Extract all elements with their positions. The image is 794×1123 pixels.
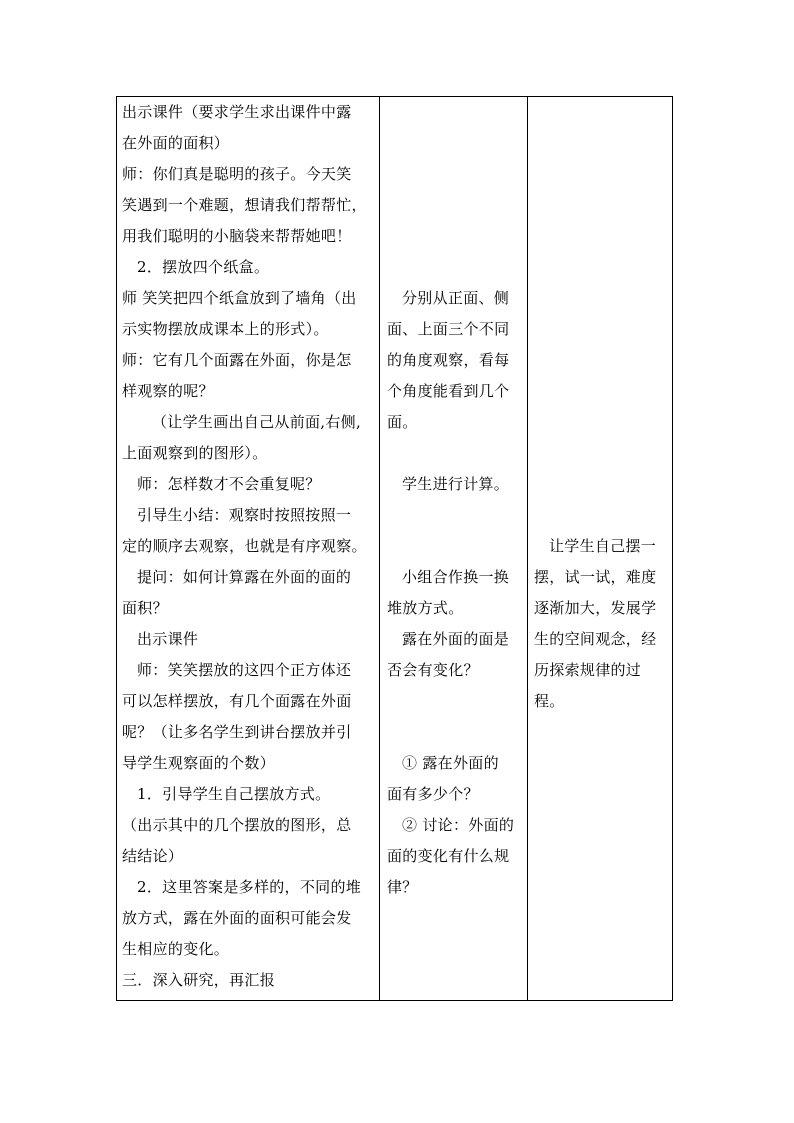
- text-line: 上面观察到的图形）。: [122, 444, 268, 462]
- text-line: 出示课件（要求学生求出课件中露: [122, 103, 352, 121]
- text-line: 面、上面三个不同: [387, 320, 510, 338]
- text-line: 否会有变化？: [387, 661, 479, 679]
- text-line: 在外面的面积）: [122, 134, 230, 152]
- text-line: 的角度观察，看每: [387, 351, 510, 369]
- text-line: 露在外面的面是: [402, 630, 510, 648]
- text-line: 面的变化有什么规: [387, 847, 510, 865]
- text-line: 师：它有几个面露在外面，你是怎: [122, 351, 352, 369]
- student-activity-text: [380, 97, 527, 903]
- text-line: 分别从正面、侧: [402, 289, 510, 307]
- text-line: 1．引导学生自己摆放方式。: [137, 785, 331, 803]
- text-line: 逐渐加大，发展学: [534, 599, 657, 617]
- student-activity-cell: [380, 97, 528, 1001]
- text-line: 笑遇到一个难题，想请我们帮帮忙，: [122, 196, 367, 214]
- text-line: 提问：如何计算露在外面的面的: [137, 568, 352, 586]
- text-line: 定的顺序去观察，也就是有序观察。: [122, 537, 367, 555]
- text-line: 小组合作换一换: [402, 568, 510, 586]
- text-line: （让学生画出自己从前面,右侧,: [152, 413, 362, 431]
- text-line: 引导生小结：观察时按照按照一: [137, 506, 352, 524]
- text-line: 个角度能看到几个: [387, 382, 510, 400]
- text-line: 生相应的变化。: [122, 940, 230, 958]
- teacher-activity-cell: [117, 97, 380, 1001]
- text-line: 样观察的呢？: [122, 382, 214, 400]
- teacher-activity-text: [117, 97, 379, 996]
- text-line: 师 笑笑把四个纸盒放到了墙角（出: [122, 289, 357, 307]
- text-line: 面。: [387, 413, 418, 431]
- text-line: 让学生自己摆一: [549, 537, 657, 555]
- text-line: 师：你们真是聪明的孩子。今天笑: [122, 165, 352, 183]
- text-line: 堆放方式。: [387, 599, 464, 617]
- text-line: 2．摆放四个纸盒。: [137, 258, 270, 276]
- text-line: 生的空间观念，经: [534, 630, 657, 648]
- text-line: 结结论）: [122, 847, 184, 865]
- design-intent-cell: [528, 97, 673, 1001]
- text-line: 用我们聪明的小脑袋来帮帮她吧！: [122, 227, 352, 245]
- text-line: 师：笑笑摆放的这四个正方体还: [137, 661, 352, 679]
- text-line: （出示其中的几个摆放的图形，总: [122, 816, 352, 834]
- text-line: 出示课件: [137, 630, 199, 648]
- text-line: 导学生观察面的个数）: [122, 754, 276, 772]
- text-line: 师：怎样数才不会重复呢？: [137, 475, 321, 493]
- text-line: 呢？（让多名学生到讲台摆放并引: [122, 723, 352, 741]
- text-line: 学生进行计算。: [402, 475, 510, 493]
- text-line: 摆，试一试，难度: [534, 568, 657, 586]
- text-line: 面有多少个？: [387, 785, 479, 803]
- text-line: 律？: [387, 878, 418, 896]
- text-line: 示实物摆放成课本上的形式）。: [122, 320, 329, 338]
- lesson-plan-table: [116, 96, 673, 1001]
- text-line: 2．这里答案是多样的，不同的堆: [137, 878, 362, 896]
- text-line: 放方式，露在外面的面积可能会发: [122, 909, 352, 927]
- text-line: 面积？: [122, 599, 168, 617]
- design-intent-text: [528, 97, 672, 717]
- text-line: 历探索规律的过程。: [534, 661, 642, 710]
- text-line: ② 讨论：外面的: [402, 816, 515, 834]
- table-row: [117, 97, 673, 1001]
- text-line: 三．深入研究，再汇报: [122, 971, 276, 989]
- text-line: 可以怎样摆放，有几个面露在外面: [122, 692, 352, 710]
- text-line: ① 露在外面的: [402, 754, 499, 772]
